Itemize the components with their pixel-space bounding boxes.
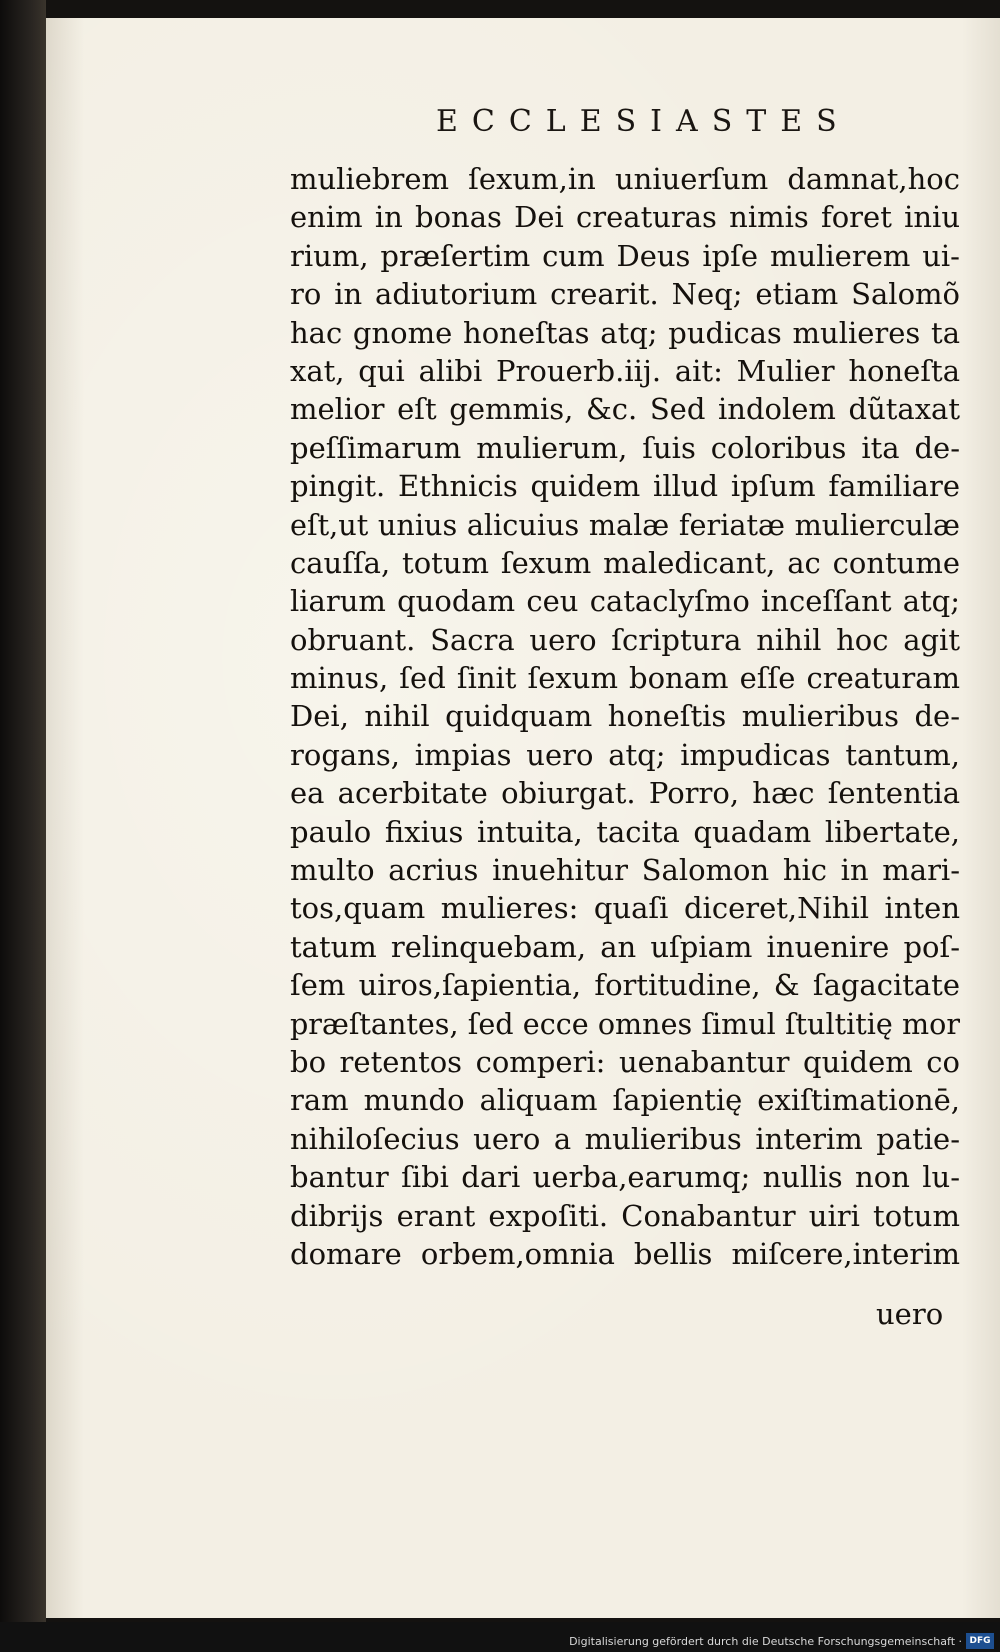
text-line: obruant. Sacra uero ſcriptura nihil hoc agit	[290, 622, 960, 657]
text-line: nihiloſecius uero a mulieribus interim patie-	[290, 1121, 960, 1156]
text-line: ram mundo aliquam ſapientię exiſtimationē,	[290, 1083, 960, 1118]
catchword: uero	[876, 1297, 944, 1331]
text-line: Dei, nihil quidquam honeſtis mulieribus de-	[290, 699, 960, 734]
text-line: peſſimarum mulierum, ſuis coloribus ita de-	[290, 430, 960, 465]
text-line: muliebrem ſexum,in uniuerſum damnat,hoc	[290, 162, 960, 196]
text-line: pingit. Ethnicis quidem illud ipſum familiare	[290, 469, 960, 504]
text-line: domare orbem,omnia bellis miſcere,interim	[290, 1236, 960, 1271]
text-line: minus, ſed ſinit ſexum bonam eſſe creaturam	[290, 661, 960, 696]
text-line: tos,quam mulieres: quaſi diceret,Nihil inten	[290, 891, 960, 926]
text-line: enim in bonas Dei creaturas nimis foret iniu	[290, 200, 960, 235]
text-line: paulo fixius intuita, tacita quadam libertate,	[290, 814, 960, 849]
book-binding-shadow	[0, 0, 46, 1652]
text-line: dibrijs erant expoſiti. Conabantur uiri totum	[290, 1198, 960, 1233]
text-line: ſem uiros,ſapientia, fortitudine, & ſagacitate	[290, 968, 960, 1003]
text-line: multo acrius inuehitur Salomon hic in mari-	[290, 853, 960, 888]
text-line: rogans, impias uero atq; impudicas tantum,	[290, 737, 960, 772]
text-line: ea acerbitate obiurgat. Porro, hæc ſententia	[290, 776, 960, 811]
digitization-credit: Digitalisierung gefördert durch die Deutsche Forschungsgemeinschaft ·	[569, 1635, 962, 1648]
text-line: tatum relinquebam, an uſpiam inuenire poſ-	[290, 929, 960, 964]
book-page	[46, 18, 1000, 1618]
text-line: eſt,ut unius alicuius malæ feriatæ mulierculæ	[290, 507, 960, 542]
body-text	[290, 160, 960, 1273]
dfg-logo: DFG	[966, 1633, 994, 1649]
footer-bar	[0, 1622, 1000, 1652]
text-line: ro in adiutorium crearit. Neq; etiam Salomõ	[290, 277, 960, 312]
text-line: hac gnome honeſtas atq; pudicas mulieres ta	[290, 315, 960, 350]
text-line: liarum quodam ceu cataclyſmo inceſſant atq;	[290, 584, 960, 619]
text-line: xat, qui alibi Prouerb.iij. ait: Mulier honeſta	[290, 353, 960, 388]
running-head: ECCLESIASTES	[436, 104, 851, 139]
text-line: melior eſt gemmis, &c. Sed indolem dũtaxat	[290, 392, 960, 427]
text-line: præſtantes, ſed ecce omnes ſimul ſtultitię mor	[290, 1006, 960, 1041]
text-line: bantur ſibi dari uerba,earumq; nullis non lu-	[290, 1160, 960, 1195]
text-line: cauſſa, totum ſexum maledicant, ac contume	[290, 545, 960, 580]
text-line: rium, præſertim cum Deus ipſe mulierem ui-	[290, 238, 960, 273]
text-line: bo retentos comperi: uenabantur quidem co	[290, 1044, 960, 1079]
